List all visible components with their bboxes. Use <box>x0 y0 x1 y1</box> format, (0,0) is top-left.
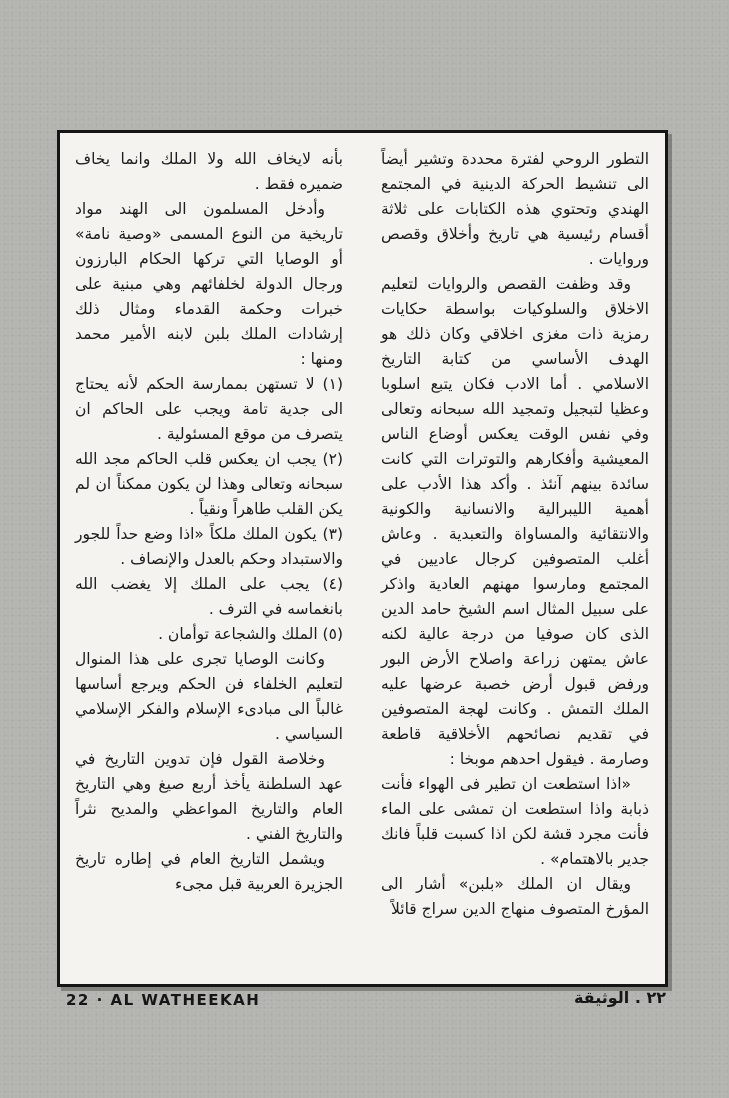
text-column-left <box>75 147 343 922</box>
paragraph: التطور الروحي لفترة محددة وتشير أيضاً الى تنشيط الحركة الدينية في المجتمع الهندي وتحتوي هذه الكتابات على ثلاثة أقسام رئيسية هي تاريخ وأخلاق وقصص وروايات . <box>381 150 649 268</box>
footer-journal-name-latin: 22 · AL WATHEEKAH <box>66 991 261 1009</box>
paragraph: وكانت الوصايا تجرى على هذا المنوال لتعليم الخلفاء فن الحكم ويرجع أساسها غالباً الى مبادىء الإسلام والفكر الإسلامي السياسي . <box>75 650 343 743</box>
quote-paragraph: «اذا استطعت ان تطير فى الهواء فأنت ذبابة واذا استطعت ان تمشى على الماء فأنت مجرد قشة لكن اذا كسبت قلباً فانك جدير بالاهتمام» . <box>381 775 649 868</box>
list-item-3: (٣) يكون الملك ملكاً «اذا وضع حداً للجور والاستبداد وحكم بالعدل والإنصاف . <box>75 525 343 568</box>
text-column-right <box>381 147 649 922</box>
list-item-2: (٢) يجب ان يعكس قلب الحاكم مجد الله سبحانه وتعالى وهذا لن يكون ممكناً ان لم يكن القلب طاهراً ونقياً . <box>75 450 343 518</box>
paragraph: ويشمل التاريخ العام في إطاره تاريخ الجزيرة العربية قبل مجىء <box>75 850 343 893</box>
list-item-1: (١) لا تستهن بممارسة الحكم لأنه يحتاج الى جدية تامة ويجب على الحاكم ان يتصرف من موقع المسئولية . <box>75 375 343 443</box>
footer-journal-name-arabic: ٢٢ . الوثيقة <box>573 988 666 1007</box>
paragraph: ويقال ان الملك «بلبن» أشار الى المؤرخ المتصوف منهاج الدين سراج قائلاً <box>381 875 649 918</box>
page-frame <box>57 130 668 987</box>
paragraph: وخلاصة القول فإن تدوين التاريخ في عهد السلطنة يأخذ أربع صيغ وهي التاريخ العام والتاريخ المواعظي والمديح نثراً والتاريخ الفني . <box>75 750 343 843</box>
list-item-5: (٥) الملك والشجاعة توأمان . <box>158 625 343 643</box>
paragraph: بأنه لايخاف الله ولا الملك وانما يخاف ضميره فقط . <box>75 150 343 193</box>
paragraph: وأدخل المسلمون الى الهند مواد تاريخية من النوع المسمى «وصية نامة» أو الوصايا التي تركها الحكام البارزون ورجال الدولة لخلفائهم وهي مبنية على خبرات وحكمة القدماء ومثال ذلك إرشادات الملك بلبن لابنه الأمير محمد ومنها : <box>75 200 343 368</box>
text-columns <box>60 133 665 922</box>
paragraph: وقد وظفت القصص والروايات لتعليم الاخلاق والسلوكيات بواسطة حكايات رمزية ذات مغزى اخلاقي وكان ذلك هو الهدف الأساسي من كتابة التاريخ الاسلامي . أما الادب فكان يتبع اسلوبا وعظيا لتبجيل وتمجيد الله سبحانه وتعالى وفي نفس الوقت يعكس أوضاع الناس المعيشية وأفكارهم والتوترات التي كانت سائدة بينهم آنئذ . وأكد هذا الأدب على أهمية الليبرالية والانسانية والكونية والانتقائية والمساواة والتعبدية . وعاش أغلب المتصوفين كرجال عاديين في المجتمع ومارسوا مهنهم العادية واذكر على سبيل المثال اسم الشيخ حامد الدين الذى كان صوفيا من درجة عالية لكنه عاش يمتهن زراعة واصلاح الأرض البور ورفض قبول أرض خصبة عرضها عليه الملك التمش . وكانت لهجة المتصوفين في تقديم نصائحهم الأخلاقية قاطعة وصارمة . فيقول احدهم موبخا : <box>381 275 649 768</box>
list-item-4: (٤) يجب على الملك إلا يغضب الله بانغماسه في الترف . <box>75 575 343 618</box>
